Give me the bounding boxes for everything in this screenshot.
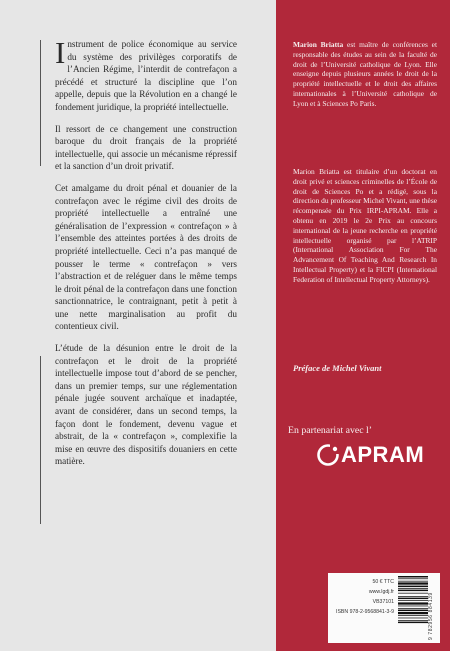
abstract-paragraph-2: Il ressort de ce changement une construction baroque du droit français de la propriété intellectuelle, qui associe un mécanisme répressif et la sanction d’un droit privatif.	[55, 123, 237, 172]
barcode-digits: 9 782956 884139	[428, 592, 434, 640]
price: 50 € TTC	[372, 579, 394, 585]
apram-logo	[316, 442, 424, 468]
reference-code: VB37101	[372, 599, 394, 605]
isbn: ISBN 978-2-9568841-3-9	[336, 609, 394, 615]
author-bio-2: Marion Briatta est titulaire d’un doctorat en droit privé et sciences criminelles de l’École de droit de Sciences Po et a rédigé, sous la direction du professeur Michel Vivant, une thèse récompensée du Prix IRPI-APRAM. Elle a obtenu en 2019 le 2e Prix au concours international de la jeune recherche en propriété intellectuelle organisé par l’ATRIP (International Association For The Advancement Of Teaching And Research In Intellectual Property) et la FICPI (International Federation of Intellectual Property Attorneys).	[293, 167, 437, 284]
apram-logo-text: APRAM	[341, 442, 425, 467]
partner-label: En partenariat avec l’	[288, 425, 373, 436]
margin-rule-top	[40, 40, 41, 166]
barcode-bars	[398, 575, 428, 641]
margin-rule-bottom	[40, 356, 41, 524]
apram-circle-icon	[316, 443, 340, 467]
author-bio-1	[293, 40, 437, 109]
author-name: Marion Briatta	[293, 40, 344, 49]
back-cover-right-panel	[276, 0, 450, 651]
publisher-website: www.lgdj.fr	[368, 589, 394, 595]
abstract-paragraph-3: Cet amalgame du droit pénal et douanier de la contrefaçon avec le régime civil des droits de propriété intellectuelle a entraîné une généralisation de l’expression « contrefaçon » à l’ensemble des atteintes portées à des droits de propriété intellectuelle. Ceci n’a pas manqué de pousser le terme « contrefaçon » vers l’abstraction et de reléguer dans le même temps le droit pénal de la contrefaçon dans une fonction sanctionnatrice, le contraignant, petit à petit à une nette marginalisation au profit du contentieux civil.	[55, 182, 237, 332]
abstract-paragraph-1: Instrument de police économique au service du système des privilèges corporatifs de l’Ancien Régime, l’interdit de contrefaçon a précédé et structuré la discipline que l’on appelle, depuis que la Révolution en a changé le fondement juridique, la propriété intellectuelle.	[55, 35, 237, 112]
book-abstract	[55, 35, 237, 477]
abstract-paragraph-4: L’étude de la désunion entre le droit de la contrefaçon et le droit de la propriété intellectuelle impose tout d’abord de se pencher, dans un premier temps, sur une réglementation pénale jugée souvent archaïque et inadaptée, avant de considérer, dans un second temps, la façon dont le fondement, devenu vague et abstrait, de la « contrefaçon », complexifie la mise en œuvre des dispositifs douaniers en cette matière.	[55, 343, 237, 467]
preface-credit: Préface de Michel Vivant	[293, 363, 382, 373]
author-bio-1-text: est maître de conférences et responsable des études au sein de la faculté de droit de l’Université catholique de Lyon. Elle enseigne depuis plusieurs années le droit de la propriété intellectuelle et le droit des affaires internationales à l’Université catholique de Lyon et à Sciences Po Paris.	[293, 40, 438, 108]
barcode-label	[328, 573, 440, 643]
